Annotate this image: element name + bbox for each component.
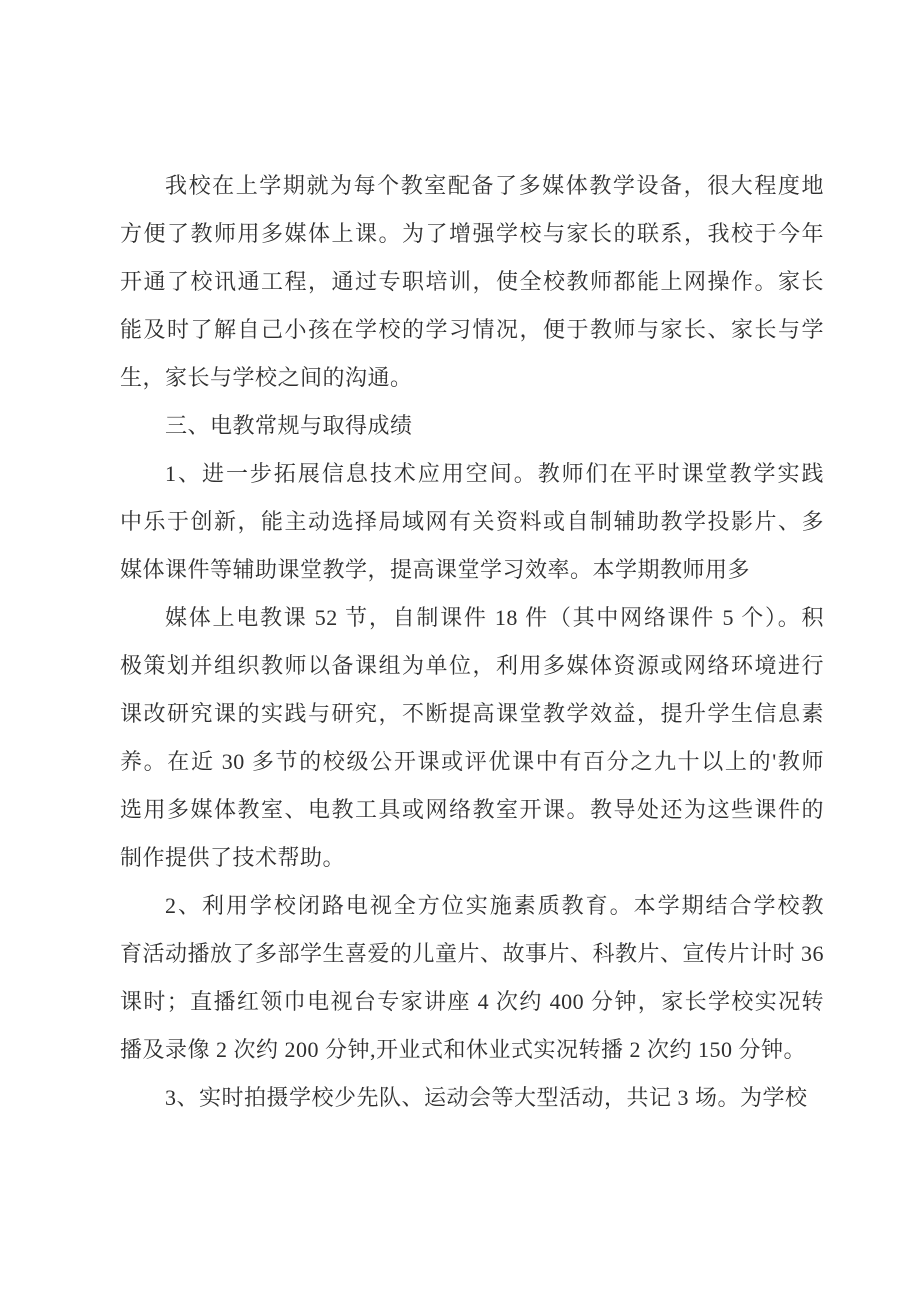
text-line: 极策划并组织教师以备课组为单位，利用多媒体资源或网络环境进行	[120, 653, 824, 678]
text-line: 三、电教常规与取得成绩	[165, 413, 413, 438]
text-line: 媒体课件等辅助课堂教学，提高课堂学习效率。本学期教师用多	[120, 557, 751, 582]
text-line: 养。在近 30 多节的校级公开课或评优课中有百分之九十以上的'教师	[120, 749, 824, 774]
paragraph	[120, 450, 824, 594]
text-line: 方便了教师用多媒体上课。为了增强学校与家长的联系，我校于今年	[120, 221, 824, 246]
text-line: 能及时了解自己小孩在学校的学习情况，便于教师与家长、家长与学	[120, 317, 824, 342]
paragraph	[120, 162, 824, 402]
paragraph	[120, 402, 824, 450]
text-line: 生，家长与学校之间的沟通。	[120, 365, 413, 390]
paragraph	[120, 594, 824, 882]
text-line: 2、利用学校闭路电视全方位实施素质教育。本学期结合学校教	[165, 893, 824, 918]
text-line: 中乐于创新，能主动选择局域网有关资料或自制辅助教学投影片、多	[120, 509, 824, 534]
document-text-block	[120, 162, 824, 1122]
text-line: 1、进一步拓展信息技术应用空间。教师们在平时课堂教学实践	[165, 461, 824, 486]
text-line: 选用多媒体教室、电教工具或网络教室开课。教导处还为这些课件的	[120, 797, 824, 822]
text-line: 开通了校讯通工程，通过专职培训，使全校教师都能上网操作。家长	[120, 269, 824, 294]
text-line: 3、实时拍摄学校少先队、运动会等大型活动，共记 3 场。为学校	[165, 1085, 808, 1110]
paragraph	[120, 882, 824, 1074]
text-line: 课改研究课的实践与研究，不断提高课堂教学效益，提升学生信息素	[120, 701, 824, 726]
paragraph	[120, 1074, 824, 1122]
text-line: 媒体上电教课 52 节，自制课件 18 件（其中网络课件 5 个）。积	[165, 605, 824, 630]
text-line: 育活动播放了多部学生喜爱的儿童片、故事片、科教片、宣传片计时 36	[120, 941, 825, 966]
text-line: 课时；直播红领巾电视台专家讲座 4 次约 400 分钟，家长学校实况转	[120, 989, 824, 1014]
text-line: 播及录像 2 次约 200 分钟,开业式和休业式实况转播 2 次约 150 分钟。	[120, 1037, 807, 1062]
text-line: 制作提供了技术帮助。	[120, 845, 346, 870]
text-line: 我校在上学期就为每个教室配备了多媒体教学设备，很大程度地	[165, 173, 824, 198]
